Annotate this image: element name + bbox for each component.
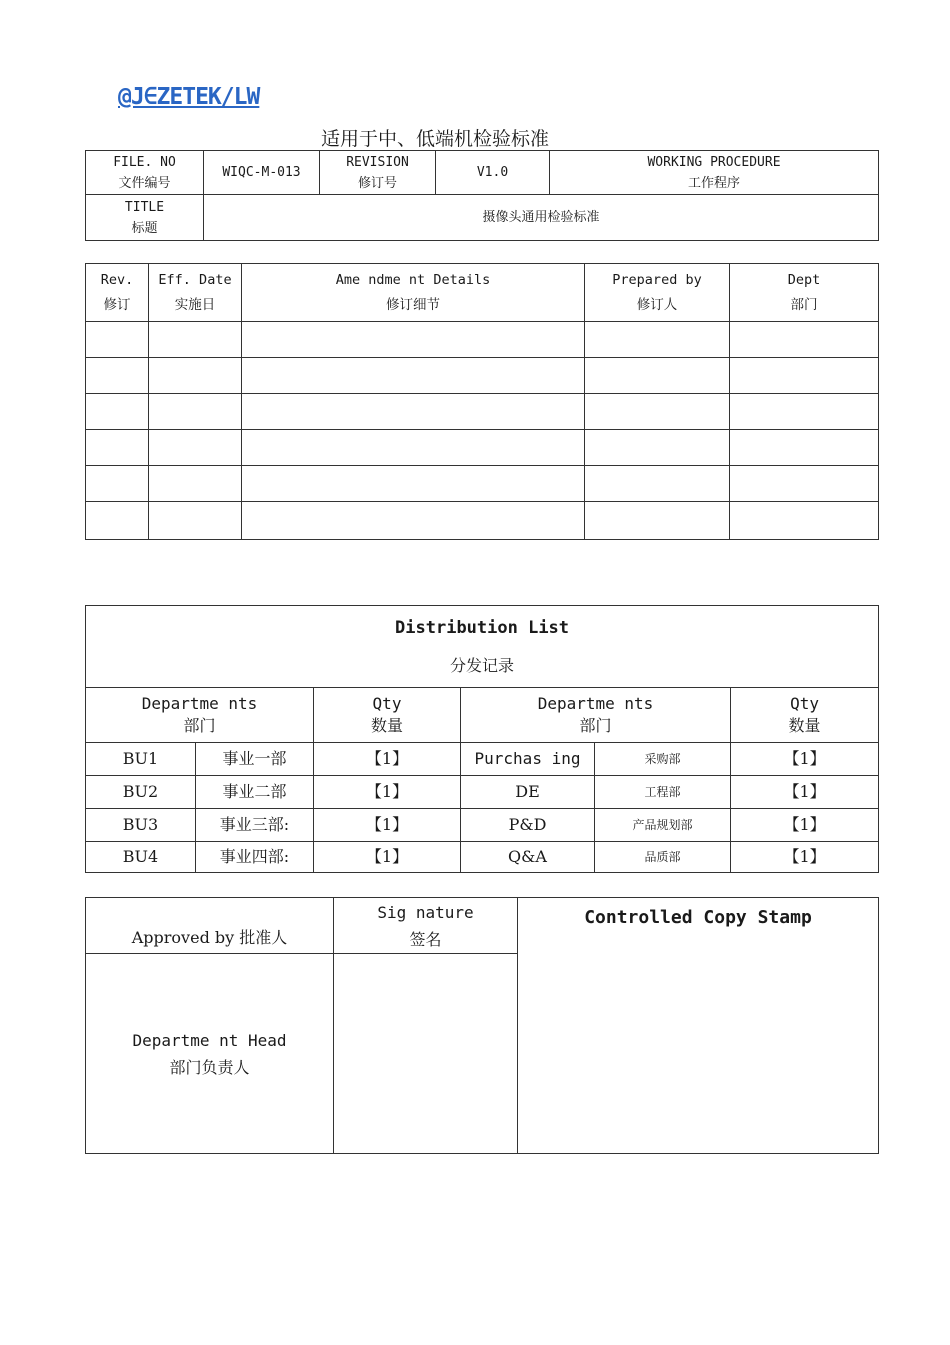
company-logo: @J∈ZETEK/LW bbox=[118, 84, 260, 110]
table-row: BU4 事业四部: 【1】 Q&A 品质部 【1】 bbox=[86, 842, 879, 873]
departments-header-2: Departme nts 部门 bbox=[461, 688, 731, 743]
table-row bbox=[86, 322, 879, 358]
distribution-list-table bbox=[85, 605, 879, 873]
department-head-label: Departme nt Head 部门负责人 bbox=[86, 954, 334, 1154]
table-row bbox=[86, 358, 879, 394]
amendment-details-header: Ame ndme nt Details 修订细节 bbox=[242, 264, 585, 322]
table-row bbox=[86, 502, 879, 540]
controlled-copy-stamp: Controlled Copy Stamp bbox=[518, 898, 879, 1154]
rev-header: Rev. 修订 bbox=[86, 264, 149, 322]
table-row: BU2 事业二部 【1】 DE 工程部 【1】 bbox=[86, 776, 879, 809]
signature-field[interactable] bbox=[334, 954, 518, 1154]
file-no-label: FILE. NO 文件编号 bbox=[86, 151, 204, 195]
eff-date-header: Eff. Date 实施日 bbox=[149, 264, 242, 322]
revision-value: V1.0 bbox=[436, 151, 550, 195]
departments-header: Departme nts 部门 bbox=[86, 688, 314, 743]
prepared-by-header: Prepared by 修订人 bbox=[585, 264, 730, 322]
distribution-title: Distribution List 分发记录 bbox=[86, 606, 879, 688]
table-row bbox=[86, 430, 879, 466]
approval-table bbox=[85, 897, 879, 1154]
table-row: BU1 事业一部 【1】 Purchas ing 采购部 【1】 bbox=[86, 743, 879, 776]
qty-header: Qty 数量 bbox=[314, 688, 461, 743]
revision-label: REVISION 修订号 bbox=[320, 151, 436, 195]
title-label: TITLE 标题 bbox=[86, 195, 204, 241]
file-no-value: WIQC-M-013 bbox=[204, 151, 320, 195]
document-title: 适用于中、低端机检验标准 bbox=[320, 128, 549, 150]
signature-header: Sig nature 签名 bbox=[334, 898, 518, 954]
table-row: BU3 事业三部: 【1】 P&D 产品规划部 【1】 bbox=[86, 809, 879, 842]
header-table bbox=[85, 150, 879, 241]
qty-header-2: Qty 数量 bbox=[731, 688, 879, 743]
working-procedure-label: WORKING PROCEDURE 工作程序 bbox=[550, 151, 879, 195]
table-row bbox=[86, 394, 879, 430]
revision-history-table bbox=[85, 263, 879, 540]
table-row bbox=[86, 466, 879, 502]
dept-header: Dept 部门 bbox=[730, 264, 879, 322]
approved-by-label: Approved by 批准人 bbox=[86, 898, 334, 954]
title-value: 摄像头通用检验标准 bbox=[204, 195, 879, 241]
